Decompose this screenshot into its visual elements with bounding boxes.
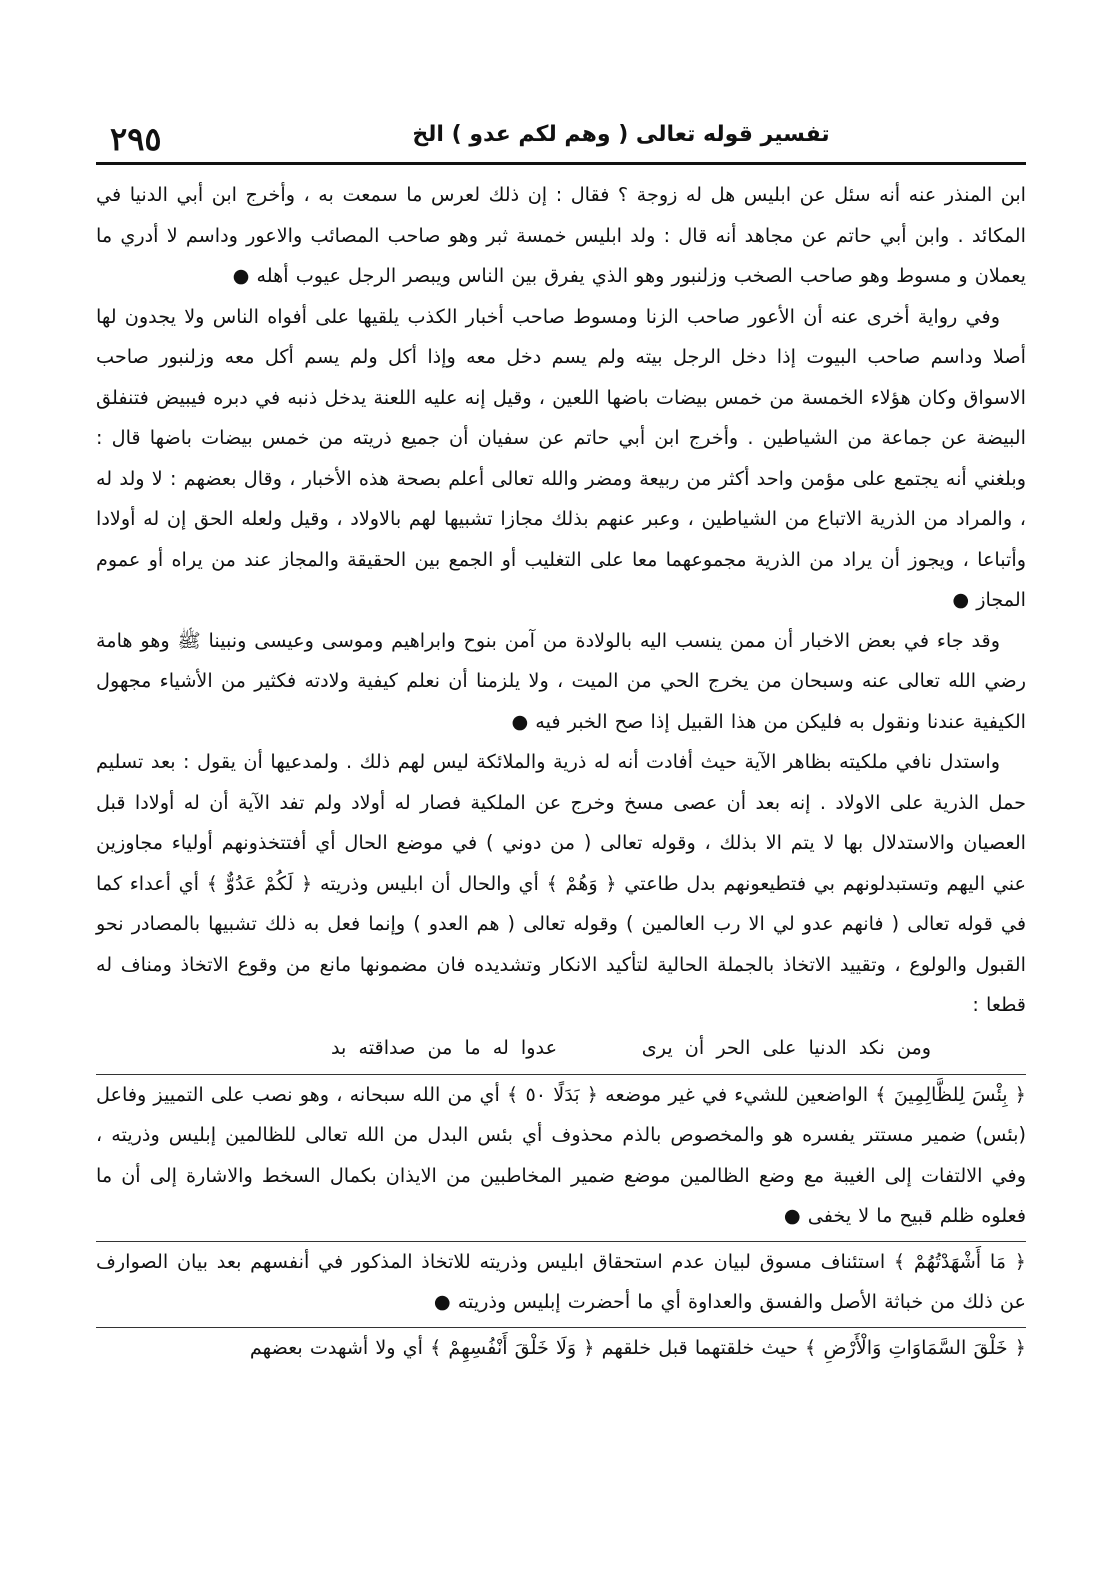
paragraph-4: واستدل نافي ملكيته بظاهر الآية حيث أفادت أنه له ذرية والملائكة ليس لهم ذلك . ولمدعيها أن يقول : بعد تسليم حمل الذرية على الاولاد . إنه بعد أن عصى مسخ وخرج عن الملكية فصار له أولاد ولم تفد الآية أن له أولادا قبل العصيان والاستدلال بها لا يتم الا بذلك ، وقوله تعالى ( من دوني ) في موضع الحال أي أفتتخذونهم أولياء مجاوزين عني اليهم وتستبدلونهم بي فتطيعونهم بدل طاعتي ﴿ وَهُمْ ﴾ أي والحال أن ابليس وذريته ﴿ لَكُمْ عَدُوٌّ ﴾ أي أعداء كما في قوله تعالى ( فانهم عدو لي الا رب العالمين ) وقوله تعالى ( هم العدو ) وإنما فعل به ذلك تشبيها بالمصادر نحو القبول والولوع ، وتقييد الاتخاذ بالجملة الحالية لتأكيد الانكار وتشديده فان مضمونها مانع من وقوع الاتخاذ ومناف له قطعا : [96, 750, 1026, 1016]
paragraph-3: وقد جاء في بعض الاخبار أن ممن ينسب اليه بالولادة من آمن بنوح وابراهيم وموسى وعيسى ونبينا ﷺ وهو هامة رضي الله تعالى عنه وسبحان من يخرج الحي من الميت ، ولا يلزمنا أن نعلم كيفية ولادته فكثير من الأشياء مجهول الكيفية عندنا ونقول به فليكن من هذا القبيل إذا صح الخبر فيه ● [96, 628, 1026, 733]
paragraph-2: وفي رواية أخرى عنه أن الأعور صاحب الزنا ومسوط صاحب أخبار الكذب يلقيها على أفواه الناس ولا يجدون لها أصلا وداسم صاحب البيوت إذا دخل الرجل بيته ولم يسم دخل معه وإذا أكل ولم يسم أكل معه وزلنبور صاحب الاسواق وكان هؤلاء الخمسة من خمس بيضات باضها اللعين ، وقيل إنه عليه اللعنة يدخل ذنبه في دبره فيبيض فتنفلق البيضة عن جماعة من الشياطين . وأخرج ابن أبي حاتم عن سفيان أن جميع ذريته من خمس بيضات باضها قال : وبلغني أنه يجتمع على مؤمن واحد أكثر من ربيعة ومضر والله تعالى أعلم بصحة هذه الأخبار ، وقال بعضهم : لا ولد له ، والمراد من الذرية الاتباع من الشياطين ، وعبر عنهم بذلك مجازا تشبيها لهم بالاولاد ، وقيل ولعله الحق إن له أولادا وأتباعا ، ويجوز أن يراد من الذرية مجموعهما معا على التغليب أو الجمع بين الحقيقة والمجاز عند من يراه أو عموم المجاز ● [96, 304, 1026, 611]
paragraph-1: ابن المنذر عنه أنه سئل عن ابليس هل له زوجة ؟ فقال : إن ذلك لعرس ما سمعت به ، وأخرج ابن أبي الدنيا في المكائد . وابن أبي حاتم عن مجاهد أنه قال : ولد ابليس خمسة ثبر وهو صاحب المصائب والاعور وداسم لا أدري ما يعملان و مسوط وهو صاحب الصخب وزلنبور وهو الذي يفرق بين الناس ويبصر الرجل عيوب أهله ● [96, 183, 1026, 287]
paragraph-7: ﴿ خَلْقَ السَّمَاوَاتِ وَالْأَرْضِ ﴾ حيث خلقتهما قبل خلقهم ﴿ وَلَا خَلْقَ أَنْفُسِهِمْ ﴾ أي ولا أشهدت بعضهم [249, 1335, 1026, 1359]
paragraph-6: ﴿ مَا أَشْهَدْتُهُمْ ﴾ استئناف مسوق لبيان عدم استحقاق ابليس وذريته للاتخاذ المذكور في أنفسهم بعد بيان الصوارف عن ذلك من خباثة الأصل والفسق والعداوة أي ما أحضرت إبليس وذريته ● [96, 1249, 1026, 1313]
verse-second-hemistich: عدوا له ما من صداقته بد [330, 1035, 558, 1059]
page [96, 118, 1026, 1368]
page-number: ٢٩٥ [110, 120, 162, 158]
running-title: تفسير قوله تعالى ( وهم لكم عدو ) الخ [412, 122, 830, 147]
poetry-verse [96, 1026, 1026, 1070]
paragraph-5: ﴿ بِئْسَ لِلظَّالِمِينَ ﴾ الواضعين للشيء في غير موضعه ﴿ بَدَلًا ٥٠ ﴾ أي من الله سبحانه ، وهو نصب على التمييز وفاعل (بئس) ضمير مستتر يفسره هو والمخصوص بالذم محذوف أي بئس البدل من الله تعالى للظالمين إبليس وذريته ، وفي الالتفات إلى الغيبة مع وضع الظالمين موضع ضمير المخاطبين من الايذان بكمال السخط والاشارة إلى أن ما فعلوه ظلم قبيح ما لا يخفى ● [96, 1082, 1027, 1227]
verse-first-hemistich: ومن نكد الدنيا على الحر أن يرى [641, 1035, 932, 1059]
page-header [96, 118, 1026, 165]
